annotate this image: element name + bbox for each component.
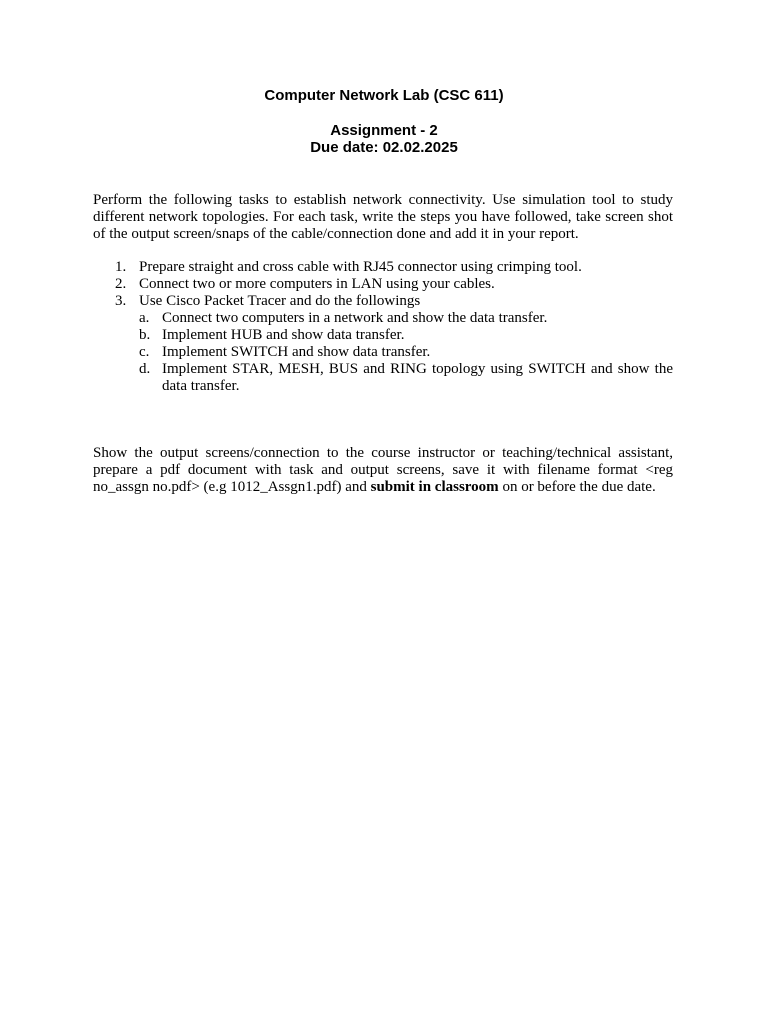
task-item	[93, 259, 673, 276]
assignment-title: Assignment - 2	[330, 122, 438, 139]
subtask-text: Implement STAR, MESH, BUS and RING topology using SWITCH and show the data transfer.	[162, 361, 673, 394]
subtask-text: Implement HUB and show data transfer.	[162, 327, 405, 343]
subtask-text: Implement SWITCH and show data transfer.	[162, 344, 431, 360]
task-number: 3.	[115, 293, 127, 309]
closing-text-end: on or before the due date.	[498, 479, 656, 495]
course-title: Computer Network Lab (CSC 611)	[264, 87, 504, 104]
task-number: 2.	[115, 276, 127, 292]
due-date: Due date: 02.02.2025	[310, 139, 458, 156]
subtask-item	[139, 310, 673, 327]
subtask-item	[139, 344, 673, 361]
subtask-letter: b.	[139, 327, 151, 343]
closing-paragraph	[93, 445, 673, 496]
subtask-letter: a.	[139, 310, 150, 326]
subtask-item	[139, 361, 673, 395]
task-number: 1.	[115, 259, 127, 275]
task-text: Use Cisco Packet Tracer and do the followings	[139, 293, 421, 309]
subtask-letter: c.	[139, 344, 150, 360]
task-list	[93, 259, 673, 395]
intro-paragraph: Perform the following tasks to establish network connectivity. Use simulation tool to study different network topologies. For each task, write the steps you have followed, take screen shot of the output screen/snaps of the cable/connection done and add it in your report.	[93, 192, 673, 242]
subtask-text: Connect two computers in a network and show the data transfer.	[162, 310, 548, 326]
task-text: Connect two or more computers in LAN using your cables.	[139, 276, 495, 292]
closing-text: Show the output screens/connection to the course instructor or teaching/technical assistant, prepare a pdf document with task and output screens, save it with filename format <reg no_assgn no.pdf> (e.g 1012_Assgn1.pdf) and	[93, 445, 673, 495]
subtask-letter: d.	[139, 361, 151, 377]
submit-instruction: submit in classroom	[370, 479, 499, 495]
task-item	[93, 293, 673, 395]
subtask-list	[139, 310, 673, 395]
task-item	[93, 276, 673, 293]
subtask-item	[139, 327, 673, 344]
task-text: Prepare straight and cross cable with RJ45 connector using crimping tool.	[139, 259, 582, 275]
